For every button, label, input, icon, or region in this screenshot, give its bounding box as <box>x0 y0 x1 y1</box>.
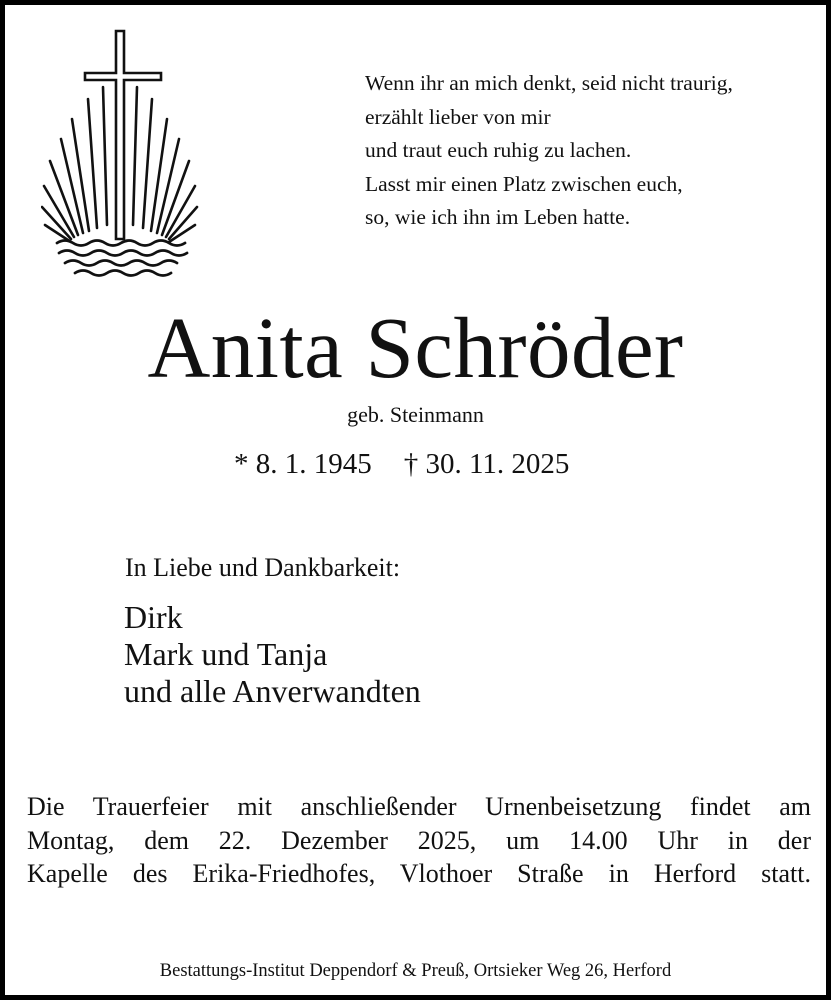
service-line: Montag, dem 22. Dezember 2025, um 14.00 Uhr in der <box>27 825 811 855</box>
mourners-intro: In Liebe und Dankbarkeit: <box>125 553 401 582</box>
birth-date: * 8. 1. 1945 <box>234 448 372 480</box>
poem-line: erzählt lieber von mir <box>365 104 551 129</box>
mourners-list <box>124 599 421 710</box>
poem-line: und traut euch ruhig zu lachen. <box>365 138 632 162</box>
service-line: Die Trauerfeier mit anschließender Urnenbeisetzung findet am <box>27 792 811 821</box>
maiden-name: geb. Steinmann <box>347 402 484 427</box>
service-notice <box>27 790 811 891</box>
deceased-name: Anita Schröder <box>147 299 684 396</box>
poem-line: so, wie ich ihn im Leben hatte. <box>365 205 631 229</box>
mourner-name: Mark und Tanja <box>124 636 328 672</box>
mourner-name: Dirk <box>124 599 183 635</box>
death-date: † 30. 11. 2025 <box>403 448 570 480</box>
poem-line: Lasst mir einen Platz zwischen euch, <box>365 171 683 196</box>
mourner-name: und alle Anverwandten <box>124 673 421 709</box>
life-dates <box>234 445 569 483</box>
cross-sun-water-icon <box>41 29 201 277</box>
poem-line: Wenn ihr an mich denkt, seid nicht traurig, <box>365 71 733 95</box>
service-line: Kapelle des Erika-Friedhofes, Vlothoer Straße in Herford statt. <box>27 859 811 888</box>
poem-quote <box>365 67 733 235</box>
funeral-home-footer: Bestattungs-Institut Deppendorf & Preuß, Ortsieker Weg 26, Herford <box>159 961 672 981</box>
